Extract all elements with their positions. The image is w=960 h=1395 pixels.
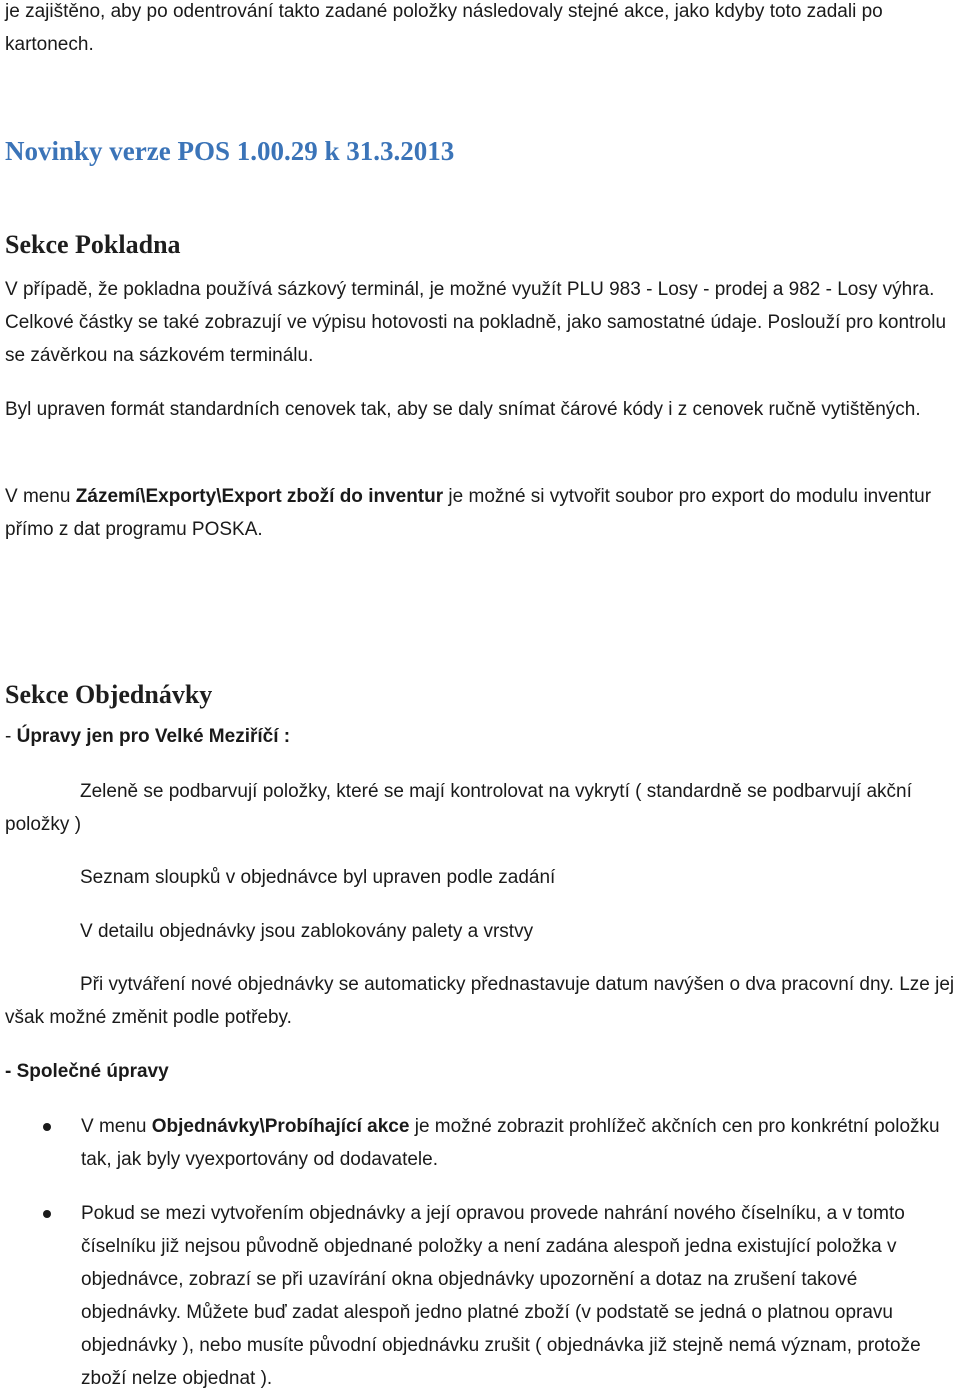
dash: - — [5, 726, 17, 747]
subheading-label: - Společné úpravy — [5, 1061, 169, 1082]
pokladna-paragraph-2: Byl upraven formát standardních cenovek tak, aby se daly snímat čárové kódy i z cenovek ručně vytištěných. — [5, 399, 921, 420]
section-title-objednavky: Sekce Objednávky — [5, 680, 213, 709]
menu-path: Zázemí\Exporty\Export zboží do inventur — [75, 486, 444, 507]
pokladna-paragraph-1: V případě, že pokladna používá sázkový terminál, je možné využít PLU 983 - Losy - prodej a 982 - Losy výhra. Celkové částky se také zobrazují ve výpisu hotovosti na pokladně, jako samostatné údaje. Poslouží pro kontrolu se závěrkou na sázkovém terminálu. — [5, 279, 947, 366]
bullet-icon — [43, 1123, 51, 1131]
text-segment: je možné zobrazit prohlížeč akčních cen pro konkrétní položku tak, jak byly vyexportovány od dodavatele. — [81, 1116, 940, 1170]
text-segment: V menu — [5, 486, 76, 507]
text-segment: je možné si vytvořit soubor pro export do modulu inventur přímo z dat programu POSKA. — [5, 486, 932, 540]
objednavky-paragraph-2: Seznam sloupků v objednávce byl upraven podle zadání — [80, 867, 556, 888]
news-title: Novinky verze POS 1.00.29 k 31.3.2013 — [5, 136, 455, 166]
section-title-pokladna: Sekce Pokladna — [5, 230, 181, 259]
menu-path: Objednávky\Probíhající akce — [151, 1116, 410, 1137]
intro-paragraph: je zajištěno, aby po odentrování takto zadané položky následovaly stejné akce, jako kdyby toto zadali po kartonech. — [5, 1, 883, 55]
list-item — [5, 1197, 955, 1395]
text-segment: Pokud se mezi vytvořením objednávky a její opravou provede nahrání nového číselníku, a v tomto číselníku již nejsou původně objednané položky a není zadána alespoň jedna existující položka v objednávce, zobrazí se při uzavírání okna objednávky upozornění a dotaz na zrušení takové objednávky. Můžete buď zadat alespoň jedno platné zboží (v podstatě se jedná o platnou opravu objednávky ), nebo musíte původní objednávku zrušit ( objednávka již stejně nemá význam, protože zboží nelze objednat ). — [81, 1203, 921, 1389]
subheading-spolecne — [5, 1055, 955, 1088]
pokladna-paragraph-3 — [5, 480, 955, 546]
bullet-icon — [43, 1210, 51, 1218]
objednavky-paragraph-1: Zeleně se podbarvují položky, které se mají kontrolovat na vykrytí ( standardně se podbarvují akční položky ) — [5, 781, 912, 835]
subheading-label: Úpravy jen pro Velké Meziříčí : — [16, 726, 291, 747]
bullet-list — [5, 1110, 955, 1395]
subheading-velke-mezirici — [5, 720, 955, 753]
objednavky-paragraph-3: V detailu objednávky jsou zablokovány palety a vrstvy — [80, 921, 534, 942]
list-item — [5, 1110, 955, 1176]
objednavky-paragraph-4: Při vytváření nové objednávky se automaticky přednastavuje datum navýšen o dva pracovní dny. Lze jej však možné změnit podle potřeby. — [5, 974, 955, 1028]
text-segment: V menu — [81, 1116, 152, 1137]
